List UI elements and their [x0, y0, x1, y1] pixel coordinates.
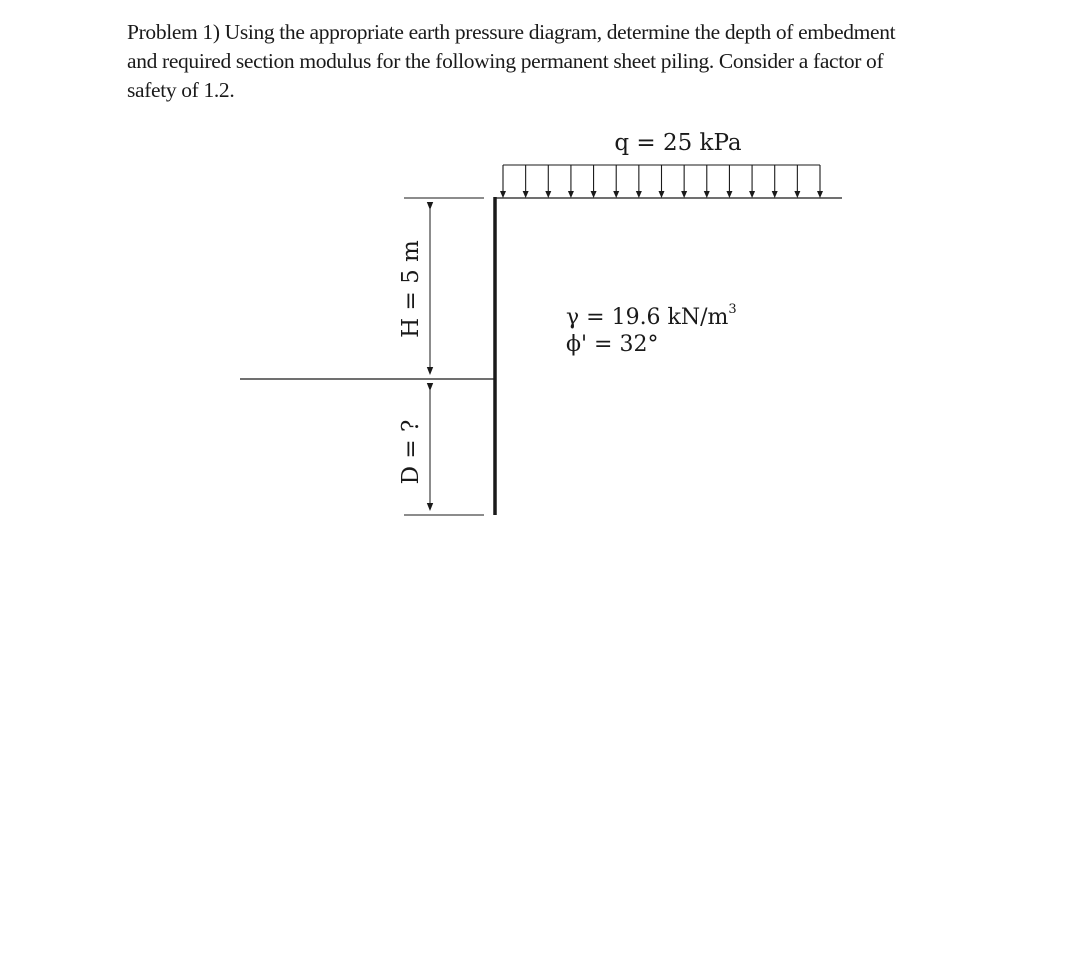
surcharge-arrow-head [568, 191, 574, 198]
surcharge-arrow-head [591, 191, 597, 198]
surcharge-arrow-head [704, 191, 710, 198]
surcharge-arrows [500, 165, 823, 198]
height-label: H = 5 m [398, 240, 424, 338]
surcharge-arrow-head [523, 191, 529, 198]
surcharge-arrow-head [681, 191, 687, 198]
unit-weight-label [566, 302, 737, 330]
surcharge-arrow-head [794, 191, 800, 198]
problem-line-1: Problem 1) Using the appropriate earth pressure diagram, determine the depth of embedment [127, 20, 896, 44]
unit-weight-text: γ = 19.6 kN/m [566, 305, 729, 330]
surcharge-arrow-head [726, 191, 732, 198]
surcharge-arrow-head [659, 191, 665, 198]
surcharge-arrow-head [636, 191, 642, 198]
depth-label: D = ? [398, 419, 424, 485]
friction-angle-label: ϕ' = 32° [566, 332, 659, 357]
surcharge-arrow-head [500, 191, 506, 198]
surcharge-label: q = 25 kPa [614, 130, 742, 156]
surcharge-arrow-head [772, 191, 778, 198]
unit-weight-superscript: 3 [728, 302, 737, 317]
surcharge-arrow-head [749, 191, 755, 198]
problem-line-3: safety of 1.2. [127, 78, 235, 102]
surcharge-arrow-head [613, 191, 619, 198]
surcharge-arrow-head [817, 191, 823, 198]
surcharge-arrow-head [545, 191, 551, 198]
problem-line-2: and required section modulus for the following permanent sheet piling. Consider a factor of [127, 49, 884, 73]
